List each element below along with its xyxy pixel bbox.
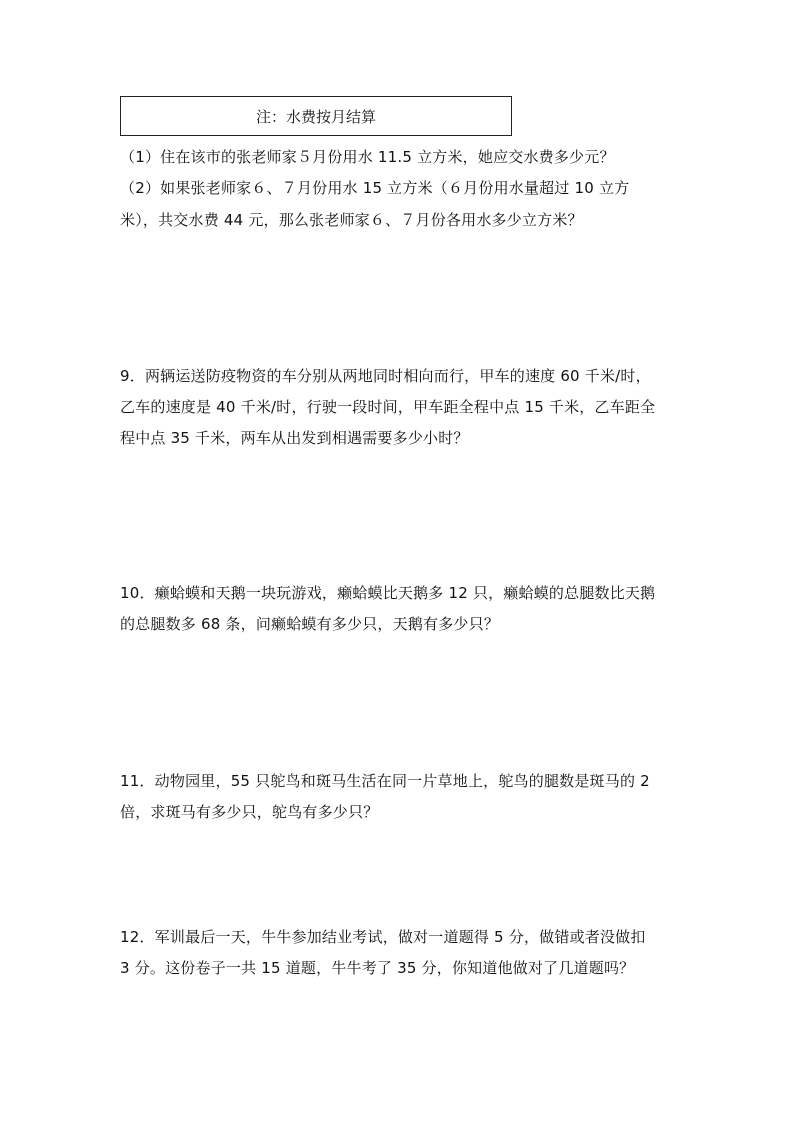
q9-line3: 程中点 35 千米，两车从出发到相遇需要多少小时？: [120, 429, 469, 447]
q10-line1: 10．癞蛤蟆和天鹅一块玩游戏，癞蛤蟆比天鹅多 12 只，癞蛤蟆的总腿数比天鹅: [120, 584, 656, 602]
q8-part2-line1: （2）如果张老师家６、７月份用水 15 立方米（６月份用水量超过 10 立方: [120, 179, 630, 197]
q11-line2: 倍，求斑马有多少只，鸵鸟有多少只？: [120, 803, 379, 821]
q12-line2: 3 分。这份卷子一共 15 道题，牛牛考了 35 分，你知道他做对了几道题吗？: [120, 959, 635, 977]
q9-line2: 乙车的速度是 40 千米/时，行驶一段时间，甲车距全程中点 15 千米，乙车距全: [120, 398, 656, 416]
q9-line1: 9．两辆运送防疫物资的车分别从两地同时相向而行，甲车的速度 60 千米/时，: [120, 367, 651, 385]
q11-line1: 11．动物园里，55 只鸵鸟和斑马生活在同一片草地上，鸵鸟的腿数是斑马的 2: [120, 772, 650, 790]
note-text: 注：水费按月结算: [255, 107, 376, 126]
q8-part1-line: （1）住在该市的张老师家５月份用水 11.5 立方米，她应交水费多少元？: [120, 148, 615, 166]
note-box: [120, 96, 512, 136]
q10-line2: 的总腿数多 68 条，问癞蛤蟆有多少只，天鹅有多少只？: [120, 615, 500, 633]
q8-part2-line2: 米），共交水费 44 元，那么张老师家６、７月份各用水多少立方米？: [120, 211, 583, 229]
q12-line1: 12．军训最后一天，牛牛参加结业考试，做对一道题得 5 分，做错或者没做扣: [120, 928, 646, 946]
